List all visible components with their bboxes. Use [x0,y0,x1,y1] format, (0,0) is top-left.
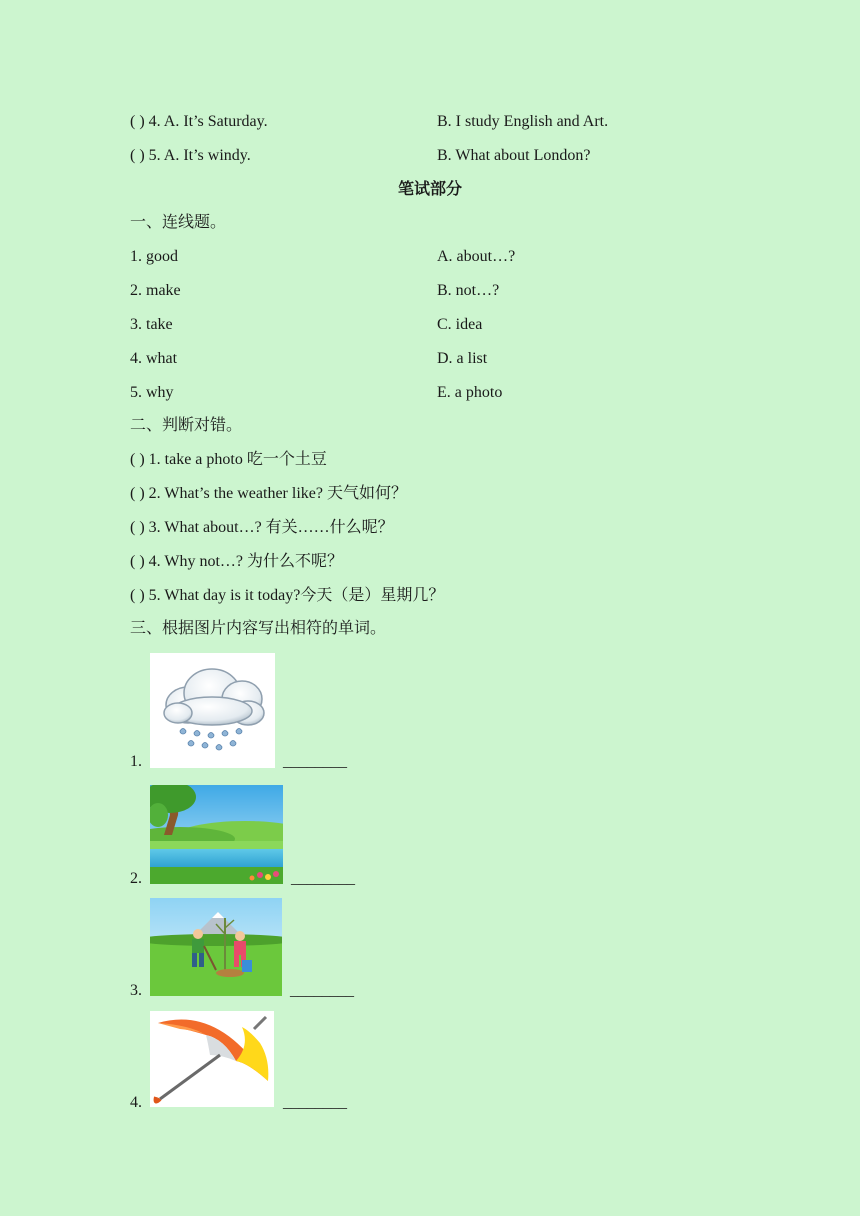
judge-item: ( ) 4. Why not…? 为什么不呢？ [130,553,344,570]
listening-q5-a: ( ) 5. A. It’s windy. [130,147,251,164]
answer-blank[interactable]: ________ [283,1094,347,1111]
judge-item: ( ) 5. What day is it today?今天（是）星期几？ [130,587,445,604]
judge-item: ( ) 2. What’s the weather like? 天气如何？ [130,485,407,502]
picture-item-number: 1. [130,753,142,770]
judge-item: ( ) 3. What about…? 有关……什么呢？ [130,519,394,536]
match-left-item: 2. make [130,282,181,299]
judge-item: ( ) 1. take a photo 吃一个土豆 [130,451,327,468]
match-right-item: B. not…? [437,282,500,299]
match-right-item: D. a list [437,350,488,367]
written-section-title: 笔试部分 [397,181,462,198]
match-right-item: A. about…? [437,248,516,265]
section3-heading: 三、根据图片内容写出相符的单词。 [130,620,387,637]
match-left-item: 5. why [130,384,174,401]
picture-item-number: 2. [130,870,142,887]
listening-q4-a: ( ) 4. A. It’s Saturday. [130,113,268,130]
match-right-item: E. a photo [437,384,503,401]
match-left-item: 1. good [130,248,178,265]
listening-q5-b: B. What about London? [437,147,591,164]
answer-blank[interactable]: ________ [283,753,347,770]
match-right-item: C. idea [437,316,483,333]
rain-cloud-picture [150,653,275,768]
answer-blank[interactable]: ________ [290,982,354,999]
listening-q4-b: B. I study English and Art. [437,113,609,130]
picture-item-number: 4. [130,1094,142,1111]
match-left-item: 4. what [130,350,178,367]
section1-heading: 一、连线题。 [130,214,227,231]
match-left-item: 3. take [130,316,173,333]
answer-blank[interactable]: ________ [291,870,355,887]
section2-heading: 二、判断对错。 [130,417,243,434]
planting-trees-picture [150,898,282,996]
picture-item-number: 3. [130,982,142,999]
umbrella-picture [150,1011,274,1107]
lake-picture [150,785,283,884]
